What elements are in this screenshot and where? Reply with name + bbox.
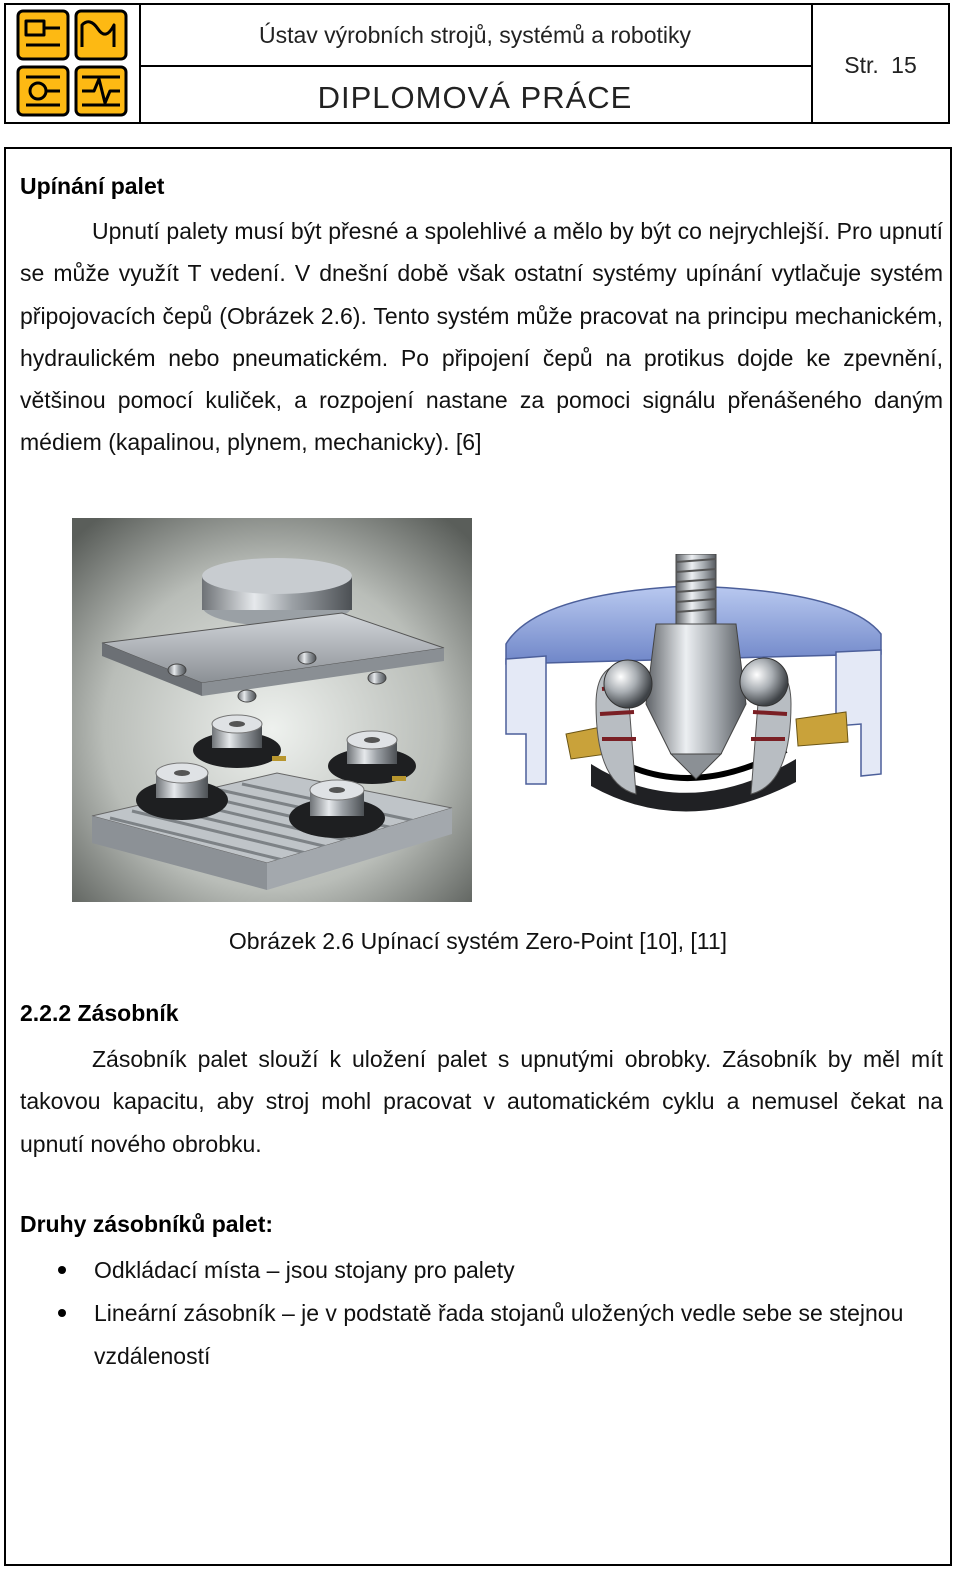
paragraph-pallet-clamping [20,210,943,464]
page-header [4,3,950,124]
storage-types-list [20,1249,920,1378]
section-heading-pallet-clamping: Upínání palet [20,173,165,199]
paragraph-storage [20,1038,943,1165]
page-number: 15 [891,52,917,78]
content-frame [4,147,952,1566]
document-type: DIPLOMOVÁ PRÁCE [317,80,633,115]
institute-name: Ústav výrobních strojů, systémů a robotiky [139,5,811,67]
page-label: Str. [844,52,879,78]
section-heading-storage-types: Druhy zásobníků palet: [20,1211,274,1237]
figure-photo-pallet-clamps [72,518,472,902]
list-item [20,1292,920,1378]
bullet-icon [58,1266,66,1274]
institute-logo-icon [6,5,137,122]
figure-photo-zero-point-section [496,554,891,834]
list-item [20,1249,920,1292]
institute-logo [6,5,141,122]
header-title-cell [139,5,813,122]
paragraph-text: Zásobník palet slouží k uložení palet s upnutými obrobky. Zásobník by měl mít takovou kapacitu, aby stroj mohl pracovat v automatickém cyklu a nemusel čekat na upnutí nového obrobku. [20,1046,943,1157]
figure-caption: Obrázek 2.6 Upínací systém Zero-Point [10], [11] [228,928,728,954]
bullet-icon [58,1309,66,1317]
page-number-cell [813,5,948,122]
section-heading-storage: 2.2.2 Zásobník [20,1000,179,1026]
paragraph-text: Upnutí palety musí být přesné a spolehlivé a mělo by být co nejrychlejší. Pro upnutí se může využít T vedení. V dnešní době však ostatní systémy upínání vytlačuje systém připojovacích čepů (Obrázek 2.6). Tento systém může pracovat na principu mechanickém, hydraulickém nebo pneumatickém. Po připojení čepů na protikus dojde ke zpevnění, většinou pomocí kuliček, a rozpojení nastane za pomoci signálu přenášeného daným médiem (kapalinou, plynem, mechanicky). [6] [20,218,943,456]
list-item-text: Lineární zásobník – je v podstatě řada stojanů uložených vedle sebe se stejnou vzdáleností [94,1300,904,1369]
list-item-text: Odkládací místa – jsou stojany pro palety [94,1257,515,1283]
